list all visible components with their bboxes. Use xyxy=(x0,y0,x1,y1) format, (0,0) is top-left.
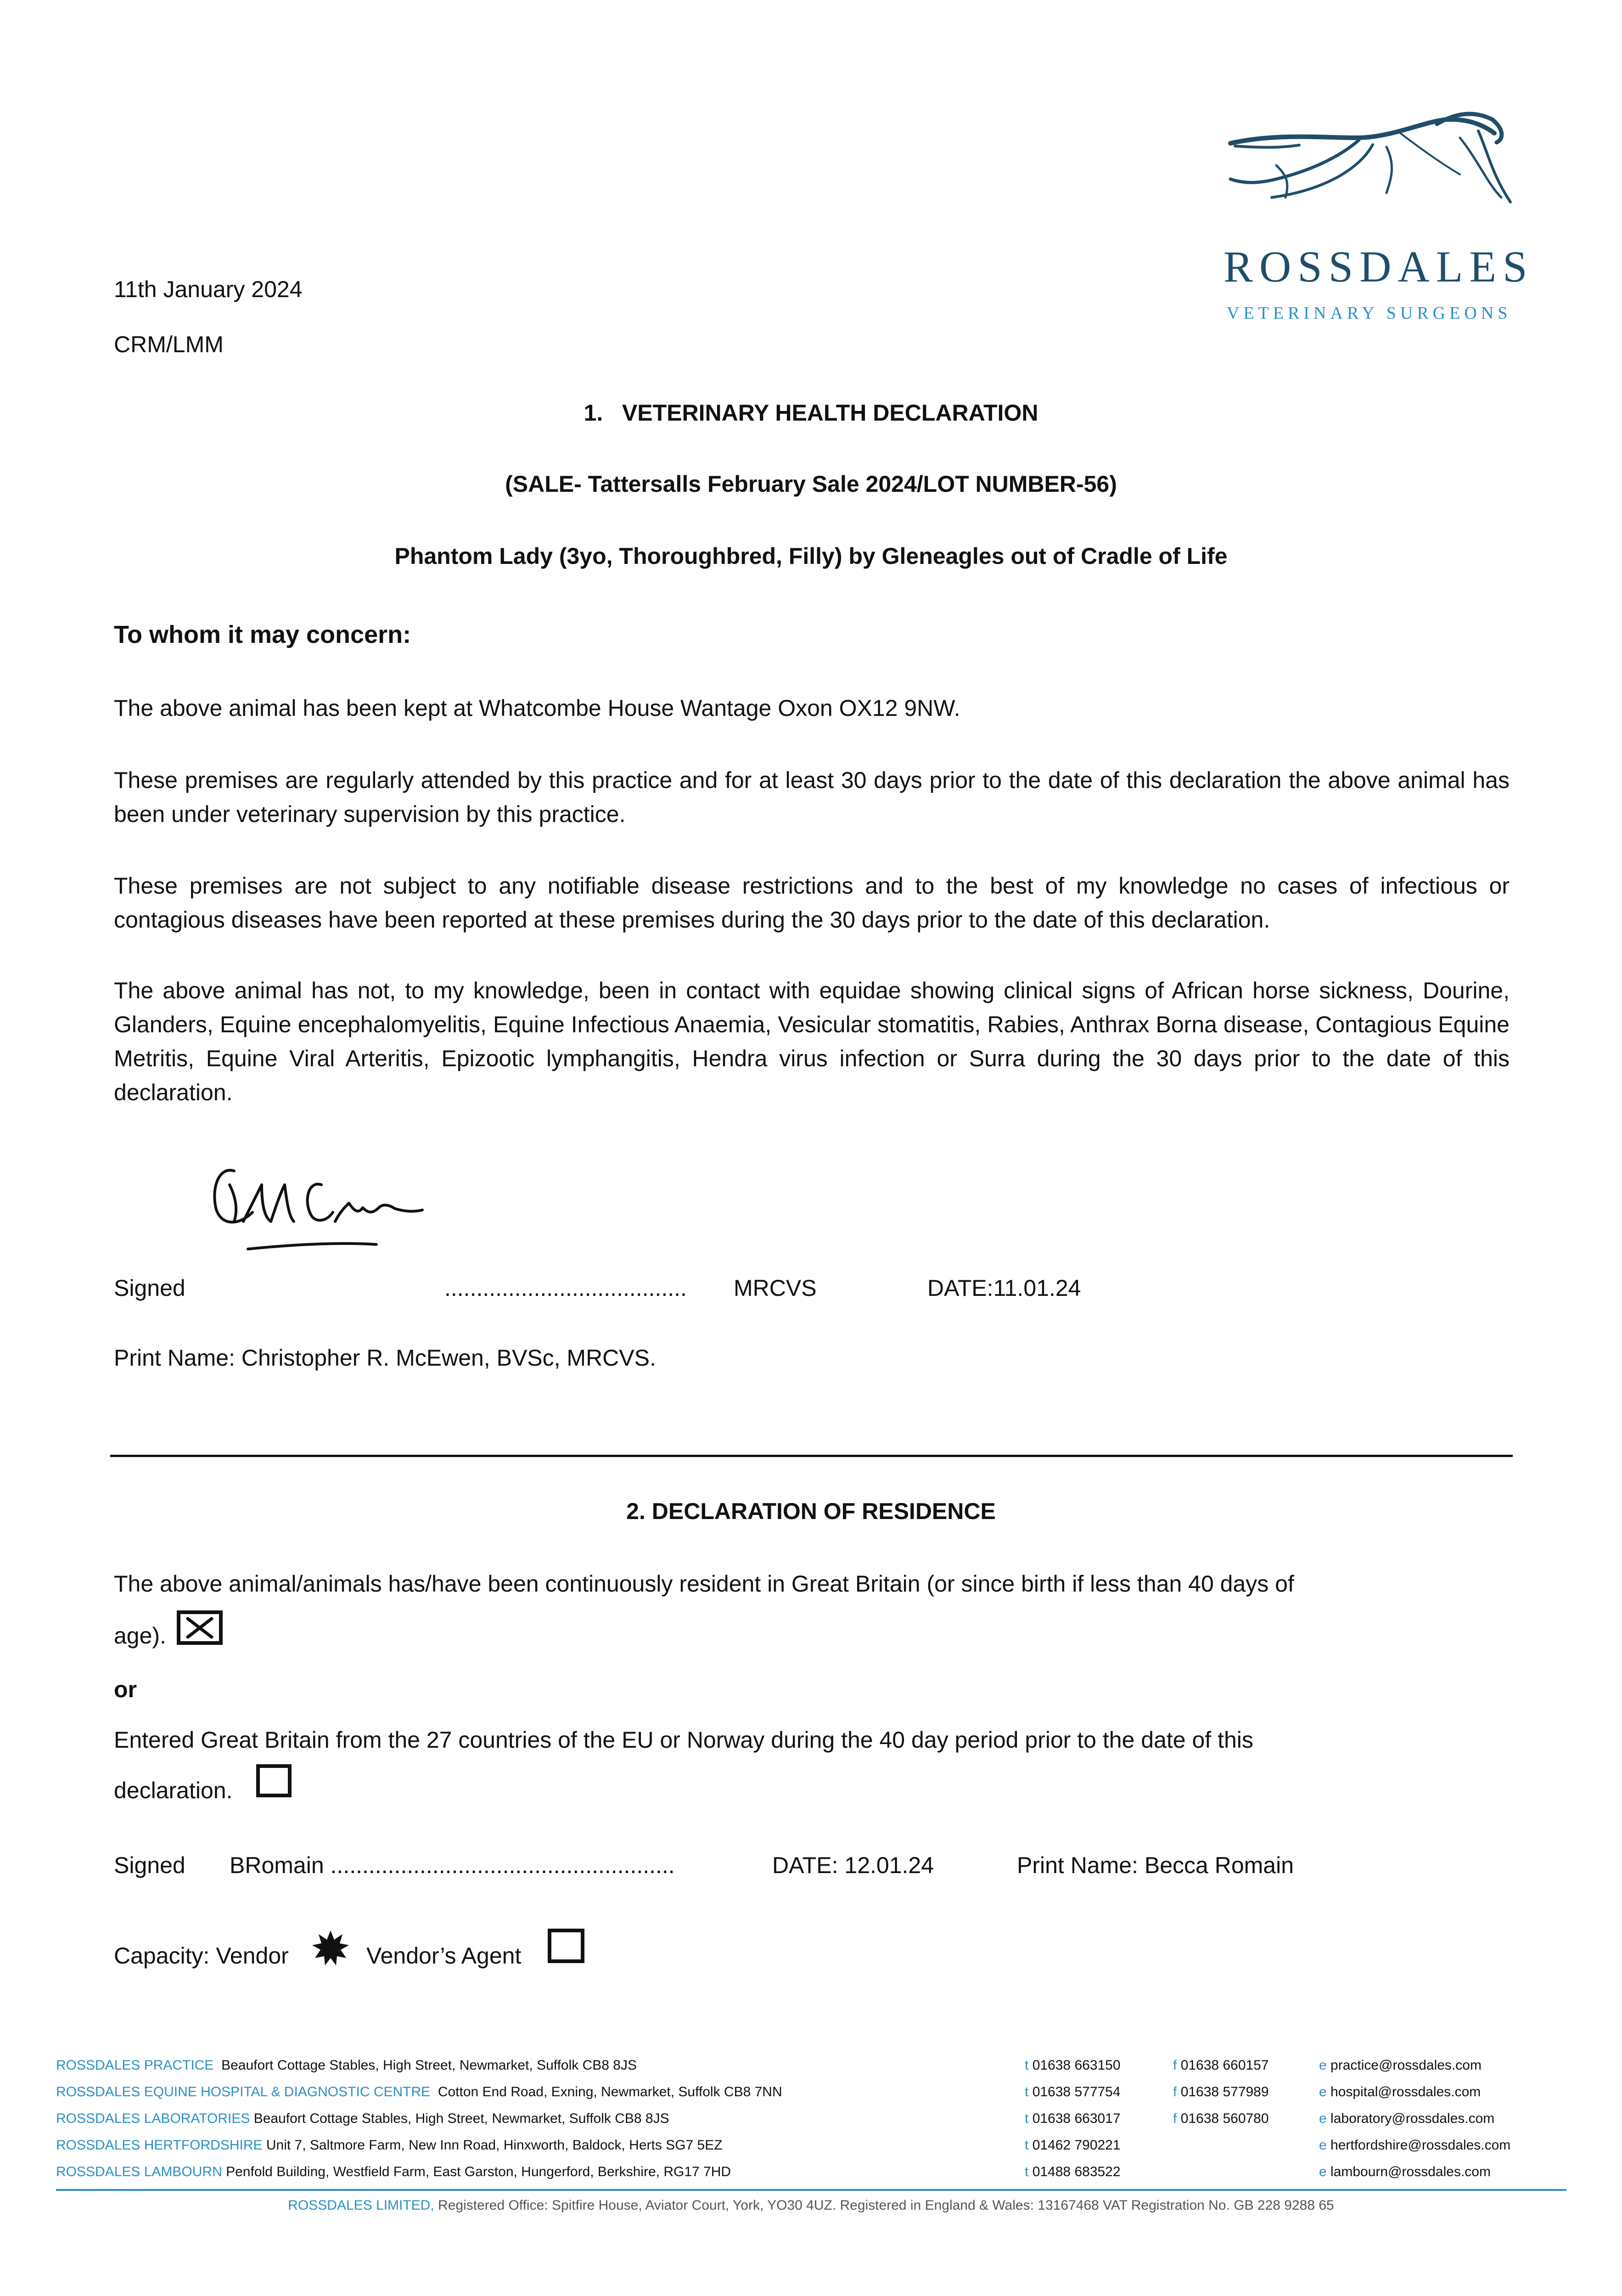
section1-number: 1. xyxy=(584,400,603,426)
signature-dotted-line-1: ...................................... xyxy=(444,1275,687,1301)
footer-address-laboratories: ROSSDALES LABORATORIES Beaufort Cottage Stables, High Street, Newmarket, Suffolk CB8 8JS xyxy=(56,2111,669,2126)
paragraph-contact: The above animal has not, to my knowledge, been in contact with equidae showing clinical signs of African horse sickness, Dourine, Glanders, Equine encephalomyelitis, Equine Infectious Anaemia, Vesicular stomatitis, Rabies, Anthrax Borna disease, Contagious Equine Metritis, Equine Viral Arteritis, Epizootic lymphangitis, Hendra virus infection or Surra during the 30 days prior to the date of this declaration. xyxy=(114,978,1510,1105)
salutation: To whom it may concern: xyxy=(114,621,411,648)
sale-line: (SALE- Tattersalls February Sale 2024/LOT NUMBER-56) xyxy=(505,471,1117,497)
footer-rule xyxy=(56,2189,1566,2191)
section1-date: DATE:11.01.24 xyxy=(927,1275,1081,1301)
letter-date: 11th January 2024 xyxy=(114,276,303,302)
footer-tel-laboratories: t 01638 663017 xyxy=(1025,2111,1121,2126)
footer-email-hospital[interactable]: e hospital@rossdales.com xyxy=(1319,2084,1481,2099)
capacity-label: Capacity: Vendor xyxy=(114,1943,289,1969)
section2-title: 2. DECLARATION OF RESIDENCE xyxy=(626,1498,996,1524)
reference: CRM/LMM xyxy=(114,332,224,357)
footer-tel-hospital: t 01638 577754 xyxy=(1025,2084,1121,2099)
section2-date: DATE: 12.01.24 xyxy=(772,1852,934,1878)
option2-line1: Entered Great Britain from the 27 countries of the EU or Norway during the 40 day period prior to the date of this xyxy=(114,1727,1253,1753)
checkbox-x-icon xyxy=(185,1617,214,1639)
signed-label-1: Signed xyxy=(114,1275,185,1301)
paragraph-supervision: These premises are regularly attended by this practice and for at least 30 days prior to the date of this declaration the above animal has been under veterinary supervision by this practice. xyxy=(114,767,1510,827)
logo-tagline: VETERINARY SURGEONS xyxy=(1227,304,1512,323)
footer-address-hospital: ROSSDALES EQUINE HOSPITAL & DIAGNOSTIC CENTRE Cotton End Road, Exning, Newmarket, Suffolk CB8 7NN xyxy=(56,2084,782,2099)
registered-office: ROSSDALES LIMITED, Registered Office: Spitfire House, Aviator Court, York, YO30 4UZ. Registered in England & Wales: 13167468 VAT Registration No. GB 228 9288 65 xyxy=(288,2198,1334,2213)
section-divider xyxy=(110,1455,1513,1457)
option1-line1: The above animal/animals has/have been continuously resident in Great Britain (or since birth if less than 40 days of xyxy=(114,1571,1294,1597)
footer-tel-lambourn: t 01488 683522 xyxy=(1025,2164,1121,2179)
signer-name: BRomain ...................................................... xyxy=(230,1852,675,1878)
section1-heading xyxy=(0,400,1622,426)
footer-email-laboratories[interactable]: e laboratory@rossdales.com xyxy=(1319,2111,1495,2126)
signature-crmcewen xyxy=(202,1157,441,1277)
print-name-2: Print Name: Becca Romain xyxy=(1017,1852,1294,1878)
option2-line2: declaration. xyxy=(114,1778,233,1803)
footer-address-lambourn: ROSSDALES LAMBOURN Penfold Building, Westfield Farm, East Garston, Hungerford, Berkshire, RG17 7HD xyxy=(56,2164,731,2179)
galloping-horse-logo-icon xyxy=(1221,106,1515,253)
footer-fax-practice: f 01638 660157 xyxy=(1173,2058,1269,2073)
logo-name: ROSSDALES xyxy=(1224,242,1534,291)
print-name-1: Print Name: Christopher R. McEwen, BVSc, MRCVS. xyxy=(114,1345,656,1371)
vendor-selected-burst-icon[interactable] xyxy=(312,1930,349,1966)
vendor-agent-checkbox[interactable] xyxy=(548,1929,584,1963)
option1-checkbox[interactable] xyxy=(177,1610,223,1645)
footer-address-practice: ROSSDALES PRACTICE Beaufort Cottage Stables, High Street, Newmarket, Suffolk CB8 8JS xyxy=(56,2058,637,2073)
signed-label-2: Signed xyxy=(114,1852,185,1878)
footer-fax-hospital: f 01638 577989 xyxy=(1173,2084,1269,2099)
mrcvs-label: MRCVS xyxy=(734,1275,817,1301)
horse-line: Phantom Lady (3yo, Thoroughbred, Filly) by Gleneagles out of Cradle of Life xyxy=(394,543,1228,569)
footer-tel-practice: t 01638 663150 xyxy=(1025,2058,1121,2073)
footer-tel-hertfordshire: t 01462 790221 xyxy=(1025,2138,1121,2153)
footer-address-hertfordshire: ROSSDALES HERTFORDSHIRE Unit 7, Saltmore Farm, New Inn Road, Hinxworth, Baldock, Herts SG7 5EZ xyxy=(56,2138,723,2153)
footer-fax-laboratories: f 01638 560780 xyxy=(1173,2111,1269,2126)
paragraph-restrictions: These premises are not subject to any notifiable disease restrictions and to the best of my knowledge no cases of infectious or contagious diseases have been reported at these premises during the 30 days prior to the date of this declaration. xyxy=(114,873,1510,933)
section1-title: VETERINARY HEALTH DECLARATION xyxy=(622,400,1038,426)
vendor-agent-label: Vendor’s Agent xyxy=(366,1943,522,1969)
or-label: or xyxy=(114,1677,137,1702)
option1-line2: age). xyxy=(114,1623,166,1649)
footer-email-hertfordshire[interactable]: e hertfordshire@rossdales.com xyxy=(1319,2138,1511,2153)
option2-checkbox[interactable] xyxy=(256,1764,292,1797)
paragraph-premises: The above animal has been kept at Whatcombe House Wantage Oxon OX12 9NW. xyxy=(114,695,960,721)
footer-email-lambourn[interactable]: e lambourn@rossdales.com xyxy=(1319,2164,1491,2179)
footer-email-practice[interactable]: e practice@rossdales.com xyxy=(1319,2058,1482,2073)
